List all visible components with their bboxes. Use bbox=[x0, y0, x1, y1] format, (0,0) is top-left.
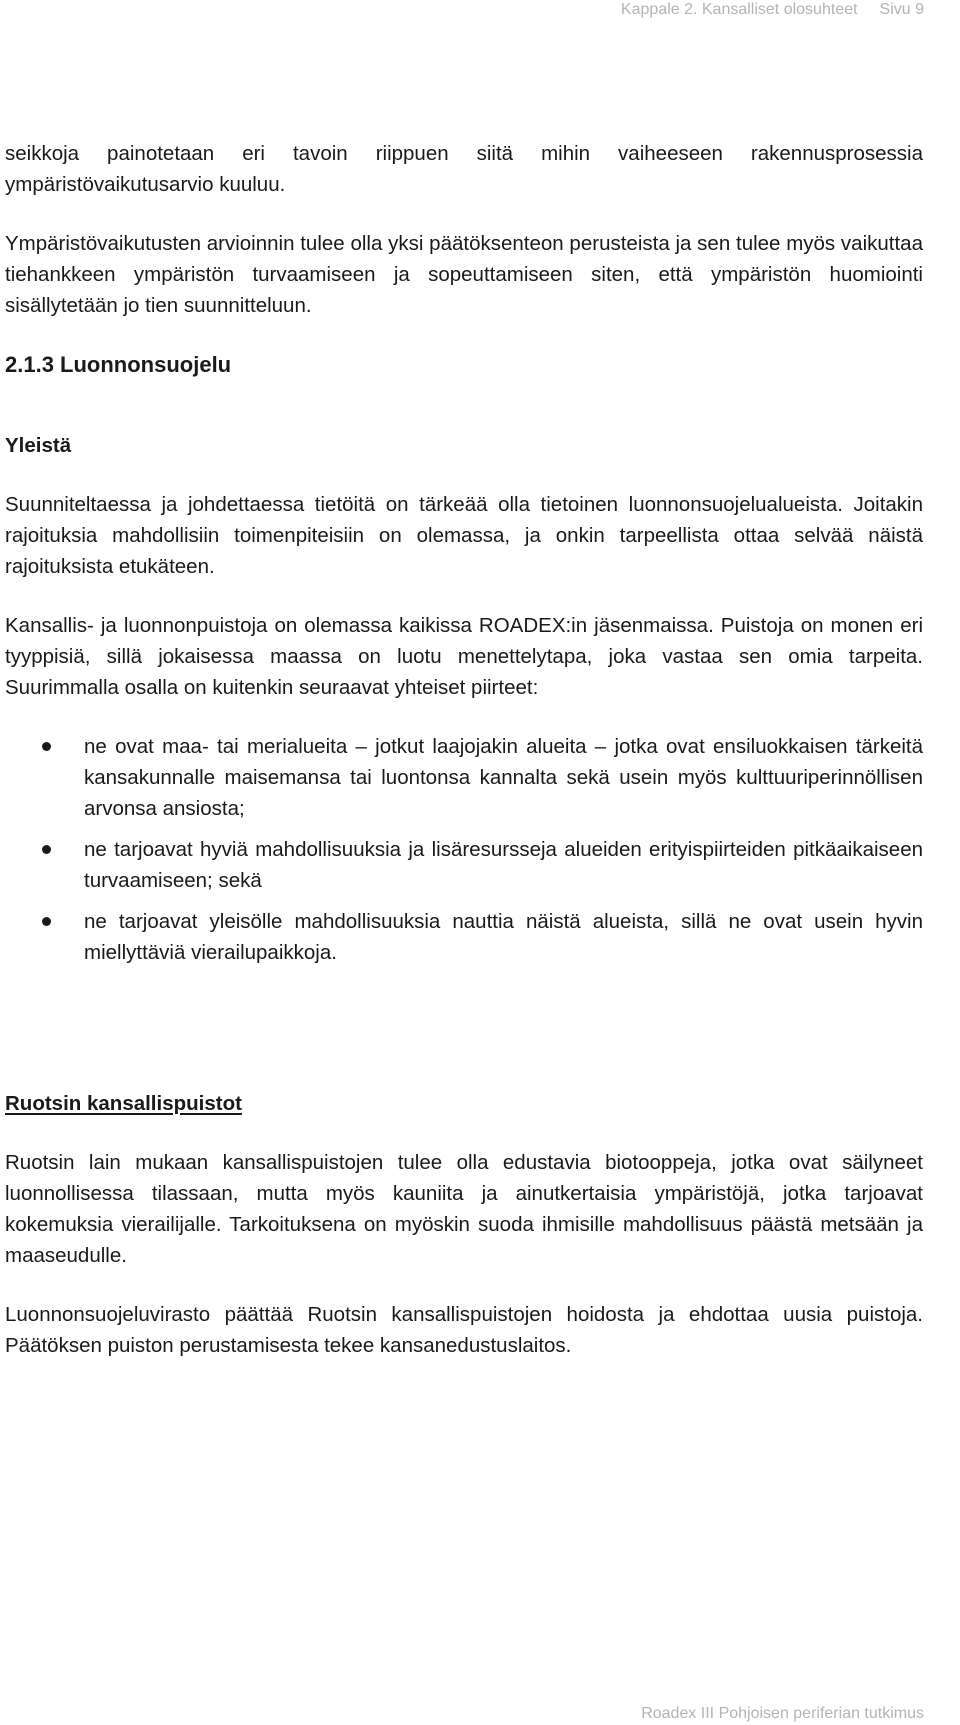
list-item-text: ne tarjoavat yleisölle mahdollisuuksia nauttia näistä alueista, sillä ne ovat usein hyvin miellyttäviä vierailupaikkoja. bbox=[84, 910, 923, 964]
section-title: 2.1.3 Luonnonsuojelu bbox=[5, 352, 232, 377]
paragraph-planning: Suunniteltaessa ja johdettaessa tietöitä on tärkeää olla tietoinen luonnonsuojelualueista. Joitakin rajoituksia mahdollisiin toimenpiteisiin on olemassa, ja onkin tarpeellista ottaa selvää näistä rajoituksista etukäteen. bbox=[5, 493, 923, 578]
page-footer: Roadex III Pohjoisen periferian tutkimus bbox=[641, 1705, 924, 1722]
list-item bbox=[5, 906, 923, 968]
paragraph-parks: Kansallis- ja luonnonpuistoja on olemassa kaikissa ROADEX:in jäsenmaissa. Puistoja on monen eri tyyppisiä, sillä jokaisessa maassa on luotu menettelytapa, joka vastaa sen omia tarpeita. Suurimmalla osalla on kuitenkin seuraavat yhteiset piirteet: bbox=[5, 614, 923, 699]
paragraph-continuation: seikkoja painotetaan eri tavoin riippuen siitä mihin vaiheeseen rakennusprosessia ympäristövaikutusarvio kuuluu. bbox=[5, 142, 923, 196]
subsection-heading-sweden: Ruotsin kansallispuistot bbox=[5, 1092, 242, 1115]
bullet-icon bbox=[42, 917, 51, 926]
page-header bbox=[621, 0, 924, 20]
paragraph-eia: Ympäristövaikutusten arvioinnin tulee olla yksi päätöksenteon perusteista ja sen tulee myös vaikuttaa tiehankkeen ympäristön turvaamiseen ja sopeuttamiseen siten, että ympäristön huomiointi sisällytetään jo tien suunnitteluun. bbox=[5, 232, 923, 317]
header-page-number: Sivu 9 bbox=[879, 1, 924, 18]
paragraph-agency: Luonnonsuojeluvirasto päättää Ruotsin kansallispuistojen hoidosta ja ehdottaa uusia puistoja. Päätöksen puiston perustamisesta tekee kansanedustuslaitos. bbox=[5, 1303, 923, 1357]
list-item-text: ne ovat maa- tai merialueita – jotkut laajojakin alueita – jotka ovat ensiluokkaisen tärkeitä kansakunnalle maisemansa tai luontonsa kannalta sekä usein myös kulttuuriperinnöllisen arvonsa ansiosta; bbox=[84, 735, 923, 820]
document-body bbox=[5, 138, 923, 1361]
paragraph-swedish-law: Ruotsin lain mukaan kansallispuistojen tulee olla edustavia biotooppeja, jotka ovat säilyneet luonnollisessa tilassaan, mutta myös kauniita ja ainutkertaisia ympäristöjä, jotka tarjoavat kokemuksia vierailijalle. Tarkoituksena on myöskin suoda ihmisille mahdollisuus päästä metsään ja maaseudulle. bbox=[5, 1151, 923, 1267]
list-item bbox=[5, 834, 923, 896]
header-chapter: Kappale 2. Kansalliset olosuhteet bbox=[620, 1, 858, 18]
bullet-icon bbox=[42, 742, 51, 751]
list-item bbox=[5, 731, 923, 824]
list-item-text: ne tarjoavat hyviä mahdollisuuksia ja lisäresursseja alueiden erityispiirteiden pitkäaikaiseen turvaamiseen; sekä bbox=[84, 838, 923, 892]
features-list bbox=[5, 731, 923, 968]
bullet-icon bbox=[42, 845, 51, 854]
subsection-heading-general: Yleistä bbox=[5, 434, 72, 457]
